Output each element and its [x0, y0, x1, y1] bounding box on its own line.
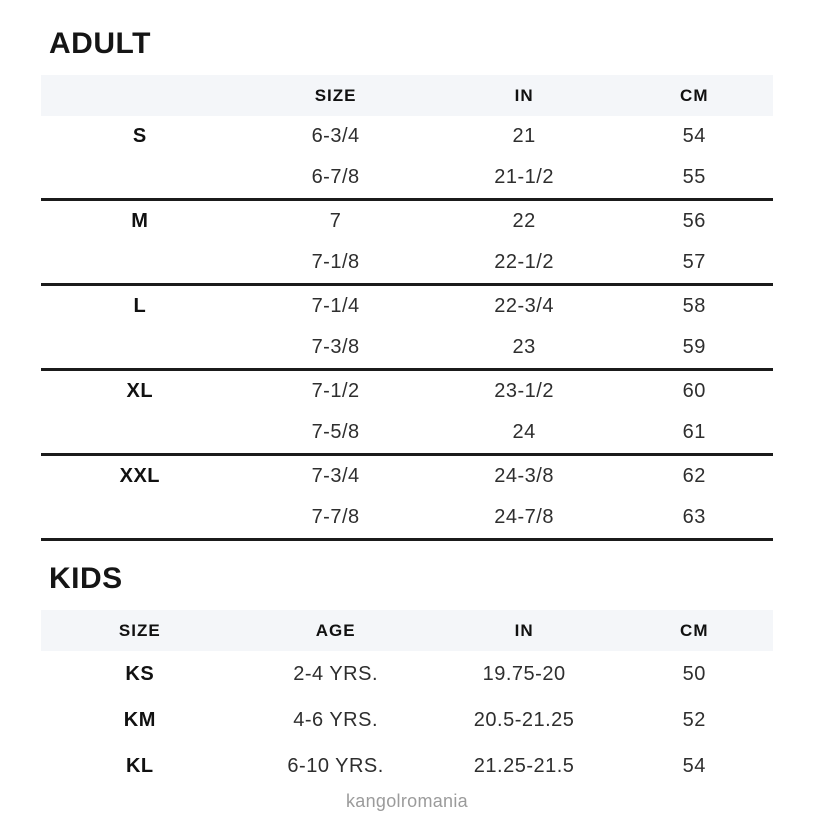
cell-kids-size: KM — [123, 708, 156, 731]
cell-size: 7 — [329, 210, 342, 232]
table-row — [41, 327, 773, 368]
table-row — [41, 157, 773, 198]
adult-size-group-xxl — [41, 456, 773, 541]
adult-header-size: SIZE — [314, 85, 357, 105]
adult-header-in: IN — [514, 85, 534, 105]
cell-size: 7-7/8 — [311, 506, 360, 528]
table-row — [41, 286, 773, 327]
cell-cm: 56 — [682, 210, 706, 232]
table-row — [41, 412, 773, 453]
table-row — [41, 242, 773, 283]
adult-size-group-xl — [41, 371, 773, 456]
cell-in: 21 — [512, 125, 536, 147]
table-row — [41, 371, 773, 412]
adult-size-table — [41, 75, 773, 541]
cell-size: 7-5/8 — [311, 421, 360, 443]
cell-cm: 55 — [682, 166, 706, 188]
size-group-label: XXL — [119, 465, 161, 487]
table-row — [41, 651, 773, 697]
cell-cm: 61 — [682, 421, 706, 443]
table-row — [41, 743, 773, 789]
cell-in: 24-7/8 — [494, 506, 554, 528]
cell-in: 22-1/2 — [494, 251, 554, 273]
cell-cm: 57 — [682, 251, 706, 273]
cell-size: 6-3/4 — [311, 125, 360, 147]
kids-header-age: AGE — [315, 620, 356, 640]
kids-size-table — [41, 610, 773, 789]
cell-cm: 58 — [682, 295, 706, 317]
cell-size: 7-1/4 — [311, 295, 360, 317]
cell-age: 2-4 YRS. — [293, 662, 378, 685]
table-row — [41, 497, 773, 538]
size-group-label: XL — [126, 380, 154, 402]
cell-size: 7-3/4 — [311, 465, 360, 487]
cell-in: 22-3/4 — [494, 295, 554, 317]
cell-age: 4-6 YRS. — [293, 708, 378, 731]
cell-cm: 60 — [682, 380, 706, 402]
cell-size: 7-1/8 — [311, 251, 360, 273]
cell-cm: 63 — [682, 506, 706, 528]
kids-section-title: KIDS — [49, 562, 123, 595]
cell-cm: 54 — [682, 754, 706, 777]
cell-in: 20.5-21.25 — [473, 708, 575, 731]
kids-table-header-row — [41, 610, 773, 651]
cell-in: 23 — [512, 336, 536, 358]
table-row — [41, 116, 773, 157]
kids-header-size: SIZE — [118, 620, 161, 640]
cell-in: 24 — [512, 421, 536, 443]
cell-cm: 50 — [682, 662, 706, 685]
kids-header-cm: CM — [680, 620, 709, 640]
cell-in: 21.25-21.5 — [473, 754, 575, 777]
cell-in: 24-3/8 — [494, 465, 554, 487]
adult-size-group-l — [41, 286, 773, 371]
cell-cm: 62 — [682, 465, 706, 487]
cell-cm: 54 — [682, 125, 706, 147]
cell-in: 21-1/2 — [494, 166, 554, 188]
size-group-label: L — [133, 295, 147, 317]
cell-kids-size: KL — [125, 754, 154, 777]
cell-size: 6-7/8 — [311, 166, 360, 188]
cell-in: 19.75-20 — [482, 662, 566, 685]
size-group-label: M — [131, 210, 149, 232]
adult-size-group-s — [41, 116, 773, 201]
cell-size: 7-3/8 — [311, 336, 360, 358]
cell-kids-size: KS — [125, 662, 155, 685]
adult-section-title: ADULT — [49, 27, 151, 60]
cell-size: 7-1/2 — [311, 380, 360, 402]
table-row — [41, 201, 773, 242]
size-group-label: S — [132, 125, 147, 147]
cell-cm: 52 — [682, 708, 706, 731]
cell-age: 6-10 YRS. — [287, 754, 384, 777]
kids-header-in: IN — [514, 620, 534, 640]
cell-in: 22 — [512, 210, 536, 232]
brand-watermark: kangolromania — [346, 791, 468, 811]
table-row — [41, 456, 773, 497]
adult-size-group-m — [41, 201, 773, 286]
adult-table-header-row — [41, 75, 773, 116]
cell-cm: 59 — [682, 336, 706, 358]
cell-in: 23-1/2 — [494, 380, 554, 402]
table-row — [41, 697, 773, 743]
adult-header-cm: CM — [680, 85, 709, 105]
